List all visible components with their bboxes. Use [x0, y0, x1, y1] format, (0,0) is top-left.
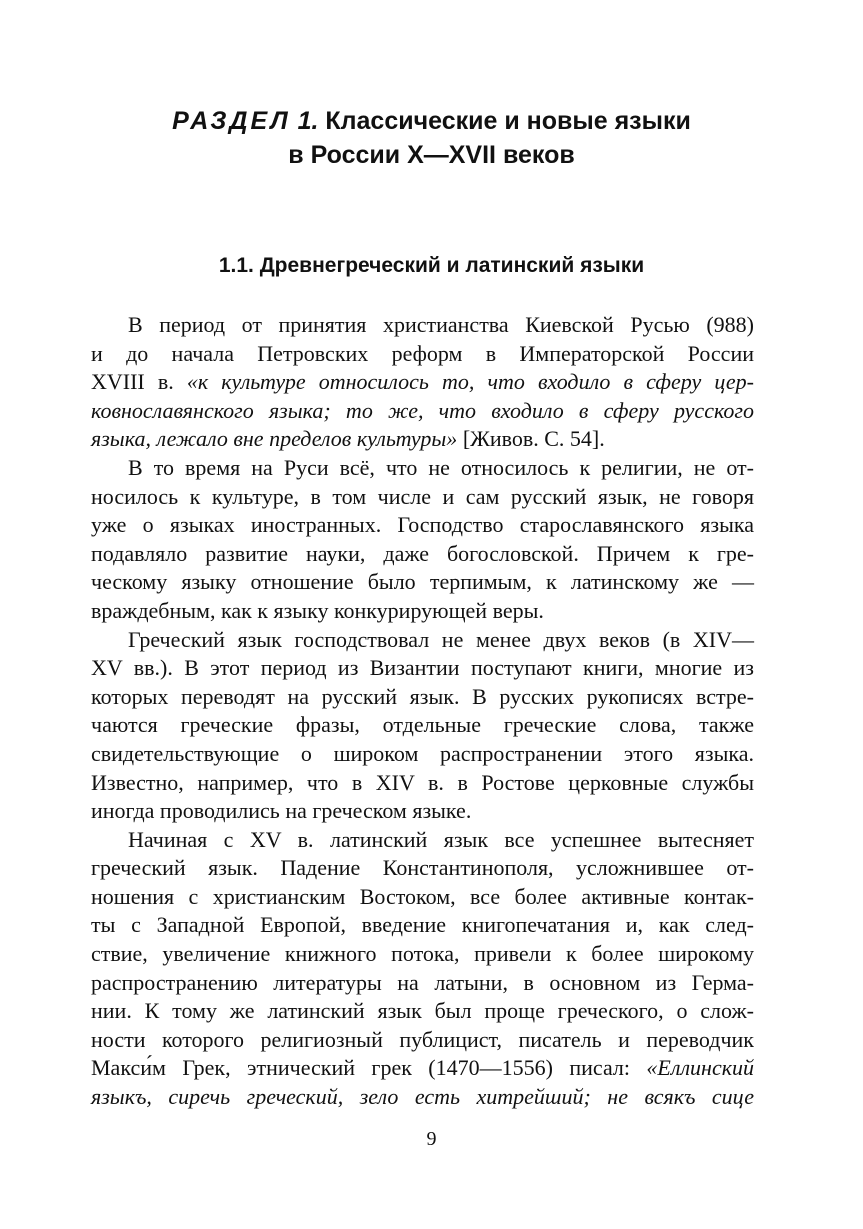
quoted-text: языкъ, сиречь греческий, зело есть хитрейший; не всякъ сице	[91, 1084, 754, 1110]
text-line	[91, 997, 754, 1026]
text-line	[91, 654, 754, 683]
text-span: Макси́м Грек, этнический грек (1470—1556) писал:	[91, 1055, 647, 1081]
text-span: ческому языку отношение было терпимым, к латинскому же —	[91, 569, 754, 595]
text-line	[91, 397, 754, 426]
text-line	[91, 454, 754, 483]
text-span: Начиная с XV в. латинский язык все успешнее вытесняет	[128, 826, 754, 852]
paragraph	[91, 826, 754, 1112]
text-line	[91, 1083, 754, 1112]
text-span: Греческий язык господствовал не менее двух веков (в XIV—	[128, 626, 754, 652]
quoted-text: языка, лежало вне пределов культуры»	[91, 426, 458, 452]
text-span: [Живов. С. 54].	[457, 426, 605, 452]
text-line	[91, 883, 754, 912]
paragraph	[91, 311, 754, 454]
text-line	[91, 425, 754, 454]
chapter-number: 1.	[297, 107, 319, 135]
text-line	[91, 826, 754, 855]
text-span: носилось к культуре, в том числе и сам русский язык, не говоря	[91, 483, 754, 509]
text-span: и до начала Петровских реформ в Императорской России	[91, 340, 754, 366]
quoted-text: ковнославянского языка; то же, что входило в сферу русского	[91, 397, 754, 423]
text-span: подавляло развитие науки, даже богословской. Причем к гре-	[91, 540, 754, 566]
text-line	[91, 340, 754, 369]
section-heading: 1.1. Древнегреческий и латинский языки	[218, 254, 645, 277]
text-span: XVIII в.	[91, 369, 187, 395]
text-span: чаются греческие фразы, отдельные греческие слова, также	[91, 712, 754, 738]
text-span: свидетельствующие о широком распространении этого языка.	[91, 740, 754, 766]
page-number: 9	[426, 1128, 437, 1150]
chapter-label: РАЗДЕЛ	[172, 107, 291, 135]
paragraph	[91, 626, 754, 826]
text-line	[91, 854, 754, 883]
text-line	[91, 711, 754, 740]
text-line	[91, 1054, 754, 1083]
text-line	[91, 368, 754, 397]
text-line	[91, 311, 754, 340]
text-line	[91, 597, 754, 626]
text-line	[91, 740, 754, 769]
text-span: иногда проводились на греческом языке.	[91, 798, 472, 824]
text-span: ты с Западной Европой, введение книгопечатания и, как след-	[91, 912, 754, 938]
paragraph	[91, 454, 754, 626]
text-span: враждебным, как к языку конкурирующей веры.	[91, 597, 544, 623]
text-span: которых переводят на русский язык. В русских рукописях встре-	[91, 683, 754, 709]
text-span: ствие, увеличение книжного потока, привели к более широкому	[91, 941, 754, 967]
text-line	[91, 969, 754, 998]
text-line	[91, 769, 754, 798]
text-line	[91, 797, 754, 826]
text-span: В период от принятия христианства Киевской Русью (988)	[128, 312, 754, 337]
text-span: греческий язык. Падение Константинополя, усложнившее от-	[91, 855, 754, 881]
body-text	[91, 311, 754, 1112]
chapter-title-line-2: в России X—XVII веков	[288, 141, 575, 169]
text-span: распространению литературы на латыни, в основном из Герма-	[91, 969, 754, 995]
text-line	[91, 683, 754, 712]
text-span: В то время на Руси всё, что не относилось к религии, не от-	[128, 454, 754, 480]
chapter-title-line-1: Классические и новые языки	[325, 107, 691, 135]
text-span: Известно, например, что в XIV в. в Ростове церковные службы	[91, 769, 754, 795]
quoted-text: «к культуре относилось то, что входило в сферу цер-	[186, 369, 754, 395]
text-line	[91, 483, 754, 512]
text-span: ношения с христианским Востоком, все более активные контак-	[91, 883, 754, 909]
text-line	[91, 568, 754, 597]
chapter-heading-line-1	[0, 104, 863, 138]
text-span: нии. К тому же латинский язык был проще греческого, о слож-	[91, 998, 754, 1024]
text-span: XV вв.). В этот период из Византии поступают книги, многие из	[91, 655, 754, 681]
text-line	[91, 1026, 754, 1055]
text-line	[91, 511, 754, 540]
quoted-text: «Еллинский	[646, 1055, 754, 1081]
text-line	[91, 626, 754, 655]
text-span: уже о языках иностранных. Господство старославянского языка	[91, 512, 754, 538]
text-span: ности которого религиозный публицист, писатель и переводчик	[91, 1026, 754, 1052]
text-line	[91, 940, 754, 969]
chapter-heading	[0, 104, 863, 172]
text-line	[91, 540, 754, 569]
text-line	[91, 911, 754, 940]
